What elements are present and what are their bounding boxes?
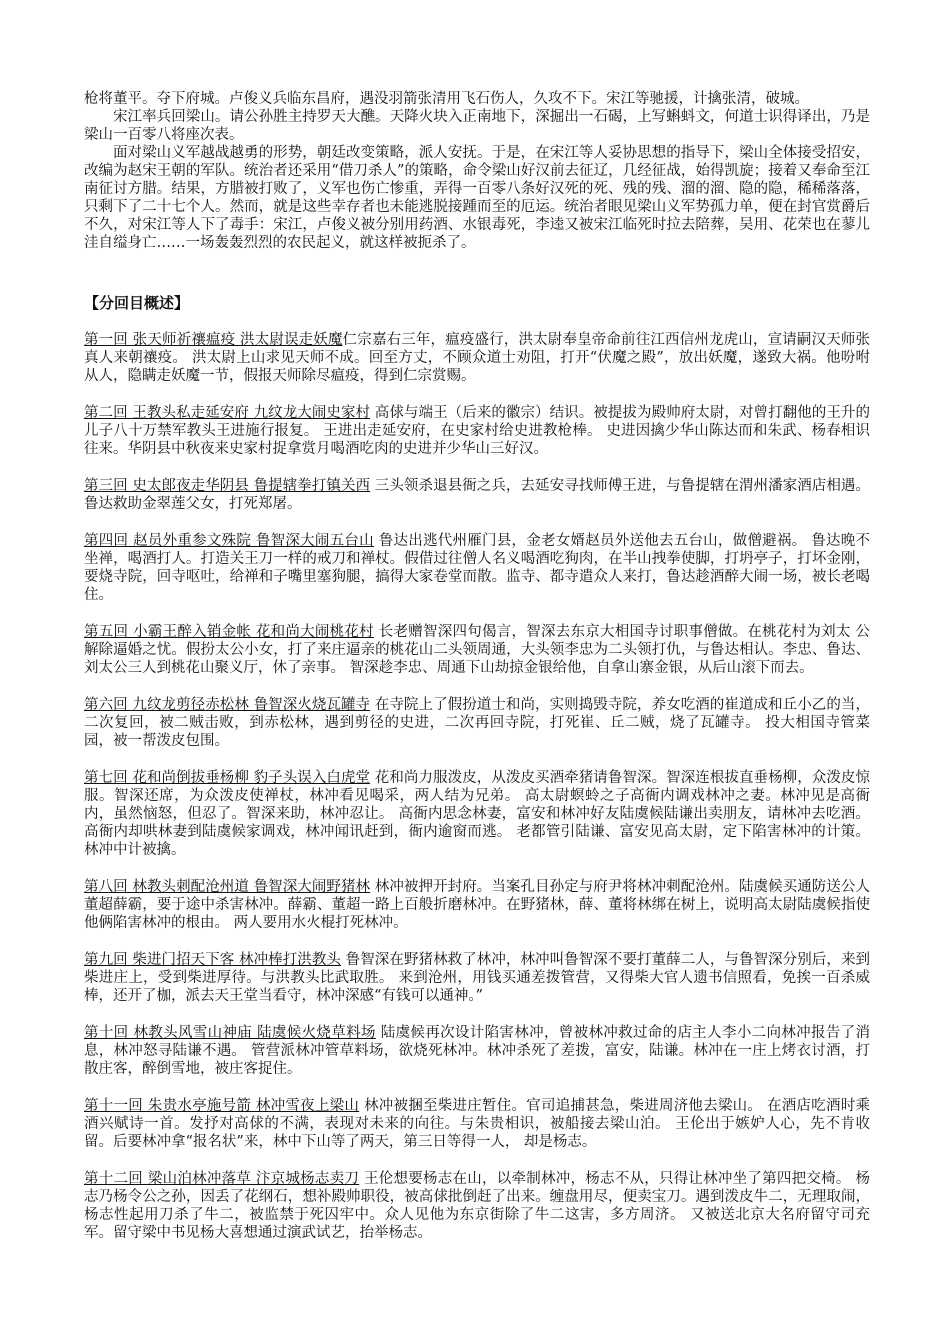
chapter-summary: 长老赠智深四句偈言，智深去东京大相国寺讨职事僧做。在桃花村为刘太 公解除逼婚之忧。假扮太公小女，打了来庄逼亲的桃花山二头领周通，大头领李忠为二头领打仇，与鲁达相认。李忠、鲁达、刘太公三人到桃花山聚义厅，休了亲事。 智深趁李忠、周通下山劫掠金银给他，自拿山寨金银，从后山滚下而去。: [84, 624, 871, 676]
chapter-title: 第十回 林教头风雪山神庙 陆虞候火烧草料场: [84, 1025, 376, 1041]
chapter-entry: [84, 331, 870, 385]
chapter-title: 第十一回 朱贵水亭施号箭 林冲雪夜上梁山: [84, 1098, 360, 1114]
chapter-summary: 林冲被押开封府。当案孔目孙定与府尹将林冲刺配沧州。陆虞候买通防送公人董超薛霸，要于途中杀害林冲。薛霸、董超一路上百般折磨林冲。在野猪林，薛、董将林绑在树上，说明高太尉陆虞候指使他俩陷害林冲的根由。 两人要用水火棍打死林冲。: [84, 879, 871, 931]
chapter-entry: [84, 404, 870, 458]
chapter-entry: [84, 1097, 870, 1151]
chapter-summary: 鲁达出逃代州雁门县，金老女婿赵员外送他去五台山，做僧避祸。 鲁达晚不坐禅，喝酒打人。打造关王刀一样的戒刀和禅杖。假借过往僧人名义喝酒吃狗肉，在半山拽拳使脚，打坍亭子，打坏金刚，要烧寺院，回寺呕吐，给禅和子嘴里塞狗腿，搞得大家卷堂而散。监寺、都寺遣众人来打，鲁达趁酒醉大闹一场，被长老喝住。: [84, 533, 871, 603]
chapter-title: 第六回 九纹龙剪径赤松林 鲁智深火烧瓦罐寺: [84, 697, 371, 713]
chapter-entry: [84, 1170, 870, 1242]
chapter-summary: 仁宗嘉右三年，瘟疫盛行，洪太尉奉皇帝命前往江西信州龙虎山，宣请嗣汉天师张真人来朝禳疫。 洪太尉上山求见天师不成。回至方丈，不顾众道士劝阻，打开“伏魔之殿”，放出妖魔，遂致大祸。他吩咐从人，隐瞒走妖魔一节，假报天师除尽瘟疫，得到仁宗赏赐。: [84, 332, 871, 384]
chapter-entry: [84, 769, 870, 859]
chapter-entry: [84, 878, 870, 932]
intro-paragraph: 枪将董平。夺下府城。卢俊义兵临东昌府，遇没羽箭张清用飞石伤人，久攻不下。宋江等驰援，计擒张清，破城。: [84, 91, 809, 107]
intro-paragraph: 面对梁山义军越战越勇的形势，朝廷改变策略，派人安抚。于是，在宋江等人妥协思想的指导下，梁山全体接受招安，改编为赵宋王朝的军队。统治者还采用“借刀杀人”的策略，命令梁山好汉前去征辽，几经征战，始得凯旋；接着又奉命至江南征讨方腊。结果，方腊被打败了，义军也伤亡惨重，弄得一百零八条好汉死的死、残的残、溜的溜、隐的隐，稀稀落落，只剩下了二十七个人。然而，就是这些幸存者也未能逃脱接踵而至的厄运。统治者眼见梁山义军势孤力单，便在封官赏爵后不久，对宋江等人下了毒手：宋江，卢俊义被分别用药酒、水银毒死，李逵又被宋江临死时拉去陪葬，吴用、花荣也在蓼儿洼自缢身亡……一场轰轰烈烈的农民起义，就这样被扼杀了。: [84, 145, 870, 251]
chapter-entry: [84, 1024, 870, 1078]
chapter-entry: [84, 951, 870, 1005]
chapter-summary: 在寺院上了假扮道士和尚，实则捣毁寺院，养女吃酒的崔道成和丘小乙的当，二次复回，被二贼击败，到赤松林，遇到剪径的史进，二次再回寺院，打死崔、丘二贼，烧了瓦罐寺。 投大相国寺管菜园，被一帮泼皮包围。: [84, 697, 871, 749]
chapter-title: 第十二回 梁山泊林冲落草 汴京城杨志卖刀: [84, 1171, 360, 1187]
intro-section: [84, 90, 870, 252]
chapter-title: 第四回 赵员外重参文殊院 鲁智深大闹五台山: [84, 533, 374, 549]
chapter-summary: 陆虞候再次设计陷害林冲，曾被林冲救过命的店主人李小二向林冲报告了消息，林冲怒寻陆谦不遇。 管营派林冲管草料场，欲烧死林冲。林冲杀死了差拨，富安，陆谦。林冲在一庄上烤衣讨酒，打散庄客，醉倒雪地，被庄客捉住。: [84, 1025, 871, 1077]
chapter-title: 第八回 林教头刺配沧州道 鲁智深大闹野猪林: [84, 879, 371, 895]
chapter-entry: [84, 477, 870, 513]
chapter-entry: [84, 623, 870, 677]
chapter-list: [84, 331, 870, 1242]
chapter-entry: [84, 532, 870, 604]
chapter-title: 第三回 史太郎夜走华阴县 鲁提辖拳打镇关西: [84, 478, 371, 494]
chapter-title: 第九回 柴进门招天下客 林冲棒打洪教头: [84, 952, 341, 968]
chapter-summary: 三头领杀退县衙之兵，去延安寻找师傅王进，与鲁提辖在渭州潘家酒店相遇。鲁达救助金翠莲父女，打死郑屠。: [84, 478, 871, 512]
chapter-summary: 林冲被捆至柴进庄暂住。官司追捕甚急，柴进周济他去梁山。 在酒店吃酒时乘酒兴赋诗一首。发抒对高俅的不满，表现对未来的向往。与朱贵相识，被船接去梁山泊。 王伦出于嫉妒人心，先不肯收留。后要林冲拿“报名状”来，林中下山等了两天，第三日等得一人， 却是杨志。: [84, 1098, 871, 1150]
chapter-summary: 鲁智深在野猪林救了林冲，林冲叫鲁智深不要打董薛二人，与鲁智深分别后，来到柴进庄上，受到柴进厚待。与洪教头比武取胜。 来到沧州，用钱买通差拨管营，又得柴大官人遗书信照看，免挨一百杀威棒，还开了枷，派去天王堂当看守，林冲深感“有钱可以通神。”: [84, 952, 871, 1004]
chapter-title: 第二回 王教头私走延安府 九纹龙大闹史家村: [84, 405, 371, 421]
chapter-summary: 高俅与端王（后来的徽宗）结识。被提拔为殿帅府太尉，对曾打翻他的王升的儿子八十万禁军教头王进施行报复。 王进出走延安府，在史家村给史进教枪棒。 史进因擒少华山陈达而和朱武、杨春相识往来。华阴县中秋夜来史家村捉拿赏月喝酒吃肉的史进并少华山三好汉。: [84, 405, 871, 457]
chapter-summary: 花和尚力服泼皮，从泼皮买酒牵猪请鲁智深。智深连根拔直垂杨柳，众泼皮惊服。智深还席，为众泼皮使禅杖，林冲看见喝采，两人结为兄弟。 高太尉螟蛉之子高衙内调戏林冲之妻。林冲见是高衙内，虽然恼怒，但忍了。智深来助，林冲忍让。 高衙内思念林妻，富安和林冲好友陆虞候陆谦出卖朋友，请林冲去吃酒。高衙内却哄林妻到陆虞候家调戏，林冲闻讯赶到，衙内逾窗而逃。 老都管引陆谦、富安见高太尉，定下陷害林冲的计策。 林冲中计被擒。: [84, 770, 871, 858]
chapter-title: 第一回 张天师祈禳瘟疫 洪太尉误走妖魔: [84, 332, 343, 348]
chapter-entry: [84, 696, 870, 750]
intro-paragraph: 宋江率兵回梁山。请公孙胜主持罗天大醮。天降火块入正南地下，深掘出一石碣，上写蝌蚪文，何道士识得译出，乃是梁山一百零八将座次表。: [84, 109, 870, 143]
chapter-title: 第五回 小霸王醉入销金帐 花和尚大闹桃花村: [84, 624, 374, 640]
section-title: 【分回目概述】: [84, 294, 190, 312]
document-page: [84, 90, 870, 1261]
chapter-summary: 王伦想要杨志在山，以牵制林冲，杨志不从，只得让林冲坐了第四把交椅。 杨志乃杨令公之孙，因丢了花纲石，想补殿帅职役，被高俅批倒赶了出来。缠盘用尽，便卖宝刀。遇到泼皮牛二，无理取闹，杨志性起用刀杀了牛二，被监禁于死囚牢中。众人见他为东京街除了牛二这害，多方周济。 又被送北京大名府留守司充军。留守梁中书见杨大喜想通过演武试艺，抬举杨志。: [84, 1171, 871, 1241]
chapter-title: 第七回 花和尚倒拔垂杨柳 豹子头误入白虎堂: [84, 770, 371, 786]
